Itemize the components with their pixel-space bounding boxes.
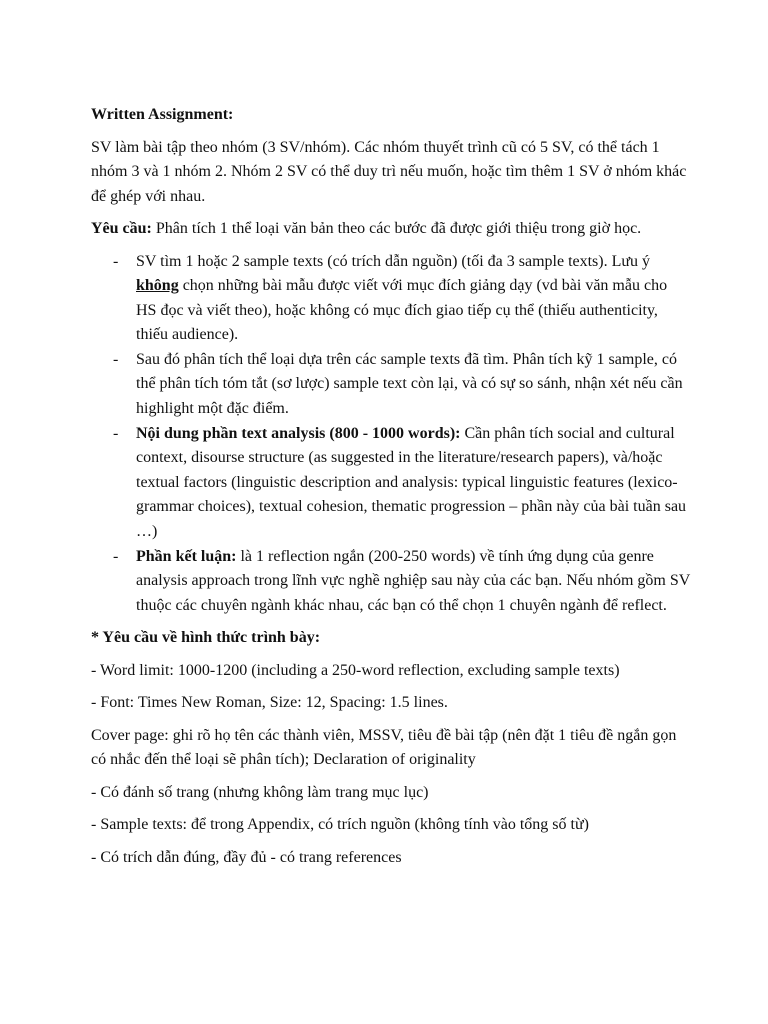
document-body	[91, 103, 691, 870]
assignment-heading: Written Assignment:	[91, 106, 234, 123]
list-item-conclusion	[91, 545, 691, 619]
format-font: - Font: Times New Roman, Size: 12, Spacing: 1.5 lines.	[91, 694, 448, 712]
list-item-text: chọn những bài mẫu được viết với mục đích giảng dạy (vd bài văn mẫu cho HS đọc và viết theo), hoặc không có mục đích giao tiếp cụ thể (thiếu authenticity, thiếu audience).	[136, 277, 668, 344]
requirement-paragraph	[91, 217, 691, 242]
list-item-text: Cần phân tích social and cultural context, disourse structure (as suggested in the literature/research papers), và/hoặc textual factors (linguistic description and analysis: typical linguistic features (lexico-grammar choices), textual cohesion, thematic progression – phần này của bài tuần sau …)	[136, 424, 687, 541]
emphasis-khong: không	[136, 277, 179, 295]
list-item-text: Sau đó phân tích thể loại dựa trên các sample texts đã tìm. Phân tích kỹ 1 sample, có thể phân tích tóm tắt (sơ lược) sample text còn lại, và có sự so sánh, nhận xét nếu cần highlight một đặc điểm.	[136, 350, 683, 418]
format-heading: * Yêu cầu về hình thức trình bày:	[91, 629, 321, 647]
list-item-sample-texts	[91, 250, 691, 348]
list-item-analysis-steps	[91, 348, 691, 422]
list-item-text: là 1 reflection ngắn (200-250 words) về tính ứng dụng của genre analysis approach trong lĩnh vực nghề nghiệp sau này của các bạn. Nếu nhóm gồm SV thuộc các chuyên ngành khác nhau, các bạn có thể chọn 1 chuyên ngành để reflect.	[136, 547, 691, 614]
intro-paragraph: SV làm bài tập theo nhóm (3 SV/nhóm). Các nhóm thuyết trình cũ có 5 SV, có thể tách 1 nhóm 3 và 1 nhóm 2. Nhóm 2 SV có thể duy trì nếu muốn, hoặc tìm thêm 1 SV ở nhóm khác để ghép với nhau.	[91, 138, 687, 205]
requirement-text: Phân tích 1 thể loại văn bản theo các bước đã được giới thiệu trong giờ học.	[151, 220, 642, 237]
list-dash: -	[113, 424, 119, 442]
list-item-text-analysis	[91, 422, 691, 545]
format-word-limit: - Word limit: 1000-1200 (including a 250-word reflection, excluding sample texts)	[91, 661, 620, 679]
requirement-list	[91, 250, 691, 619]
format-page-numbers: - Có đánh số trang (nhưng không làm trang mục lục)	[91, 783, 429, 801]
format-sample-texts: - Sample texts: để trong Appendix, có trích nguồn (không tính vào tổng số từ)	[91, 816, 589, 834]
list-dash: -	[113, 252, 119, 270]
format-references: - Có trích dẫn đúng, đầy đủ - có trang references	[91, 848, 402, 866]
list-item-text: SV tìm 1 hoặc 2 sample texts (có trích dẫn nguồn) (tối đa 3 sample texts). Lưu ý	[136, 252, 651, 270]
list-dash: -	[113, 547, 119, 565]
list-item-label: Phần kết luận:	[136, 547, 237, 565]
list-item-label: Nội dung phần text analysis (800 - 1000 words):	[136, 424, 461, 442]
list-dash: -	[113, 350, 119, 368]
format-cover-page: Cover page: ghi rõ họ tên các thành viên, MSSV, tiêu đề bài tập (nên đặt 1 tiêu đề ngắn gọn có nhắc đến thể loại sẽ phân tích); Declaration of originality	[91, 726, 677, 769]
requirement-label: Yêu cầu:	[91, 220, 152, 237]
